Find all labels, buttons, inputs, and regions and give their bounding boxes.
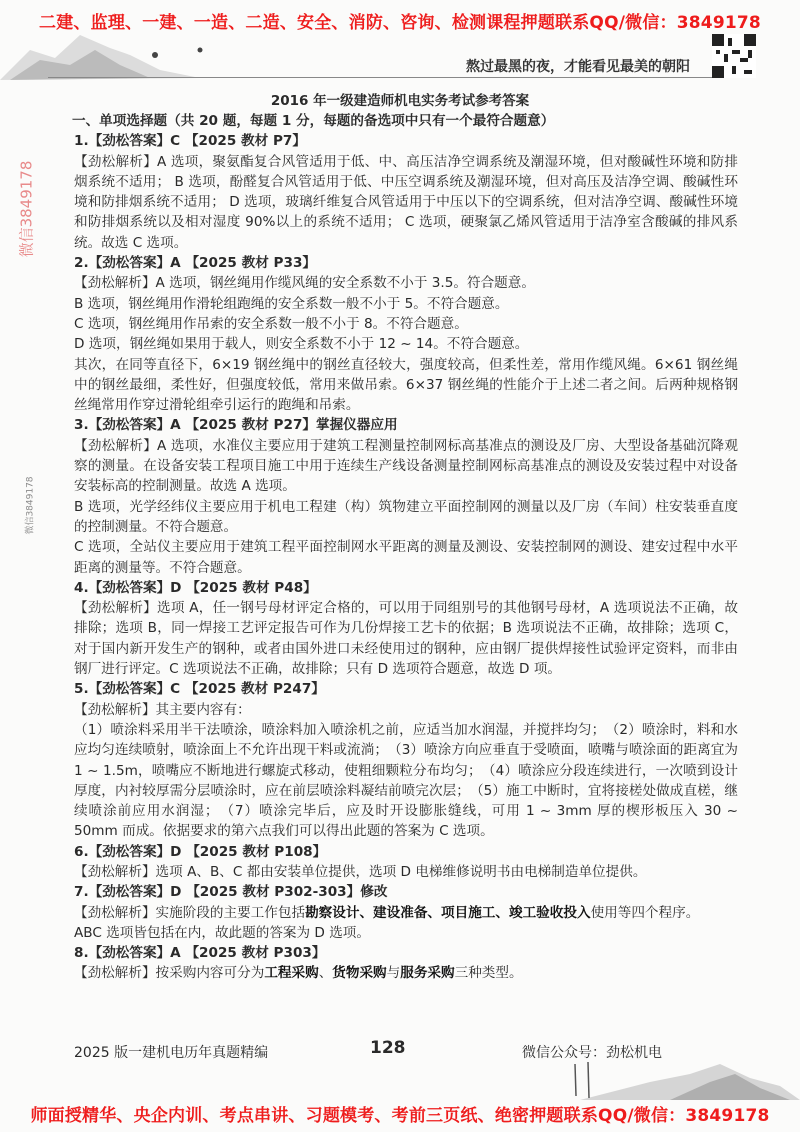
text: 【劲松解析】实施阶段的主要工作包括 xyxy=(74,904,306,921)
footer-wechat: 微信公众号：劲松机电 xyxy=(522,1045,662,1061)
question-header: 4.【劲松答案】D 【2025 教材 P48】 xyxy=(74,579,317,596)
analysis-paragraph: （1）喷涂料采用半干法喷涂，喷涂料加入喷涂机之前，应适当加水润湿，并搅拌均匀； （2）喷涂时，料和水应均匀连续喷射，喷涂面上不允许出现干料或流淌； （3）喷涂方向应垂直于受喷面，喷嘴与喷涂面的距离宜为 1 ~ 1.5m，喷嘴应不断地进行螺旋式移动，使粗细颗粒分布均匀； （4）喷涂应分段连续进行，一次喷到设计厚度，内衬较厚需分层喷涂时，应在前层喷涂料凝结前喷完次层； （5）施工中断时，宜将接槎处做成直槎，继续喷涂前应用水润湿； （7）喷涂完毕后，应及时开设膨胀缝线，可用 1 ~ 3mm 厚的楔形板压入 30 ~ 50mm 而成。依据要求的第六点我们可以得出此题的答案为 C 选项。 xyxy=(74,721,738,840)
question-header: 3.【劲松答案】A 【2025 教材 P27】掌握仪器应用 xyxy=(74,417,398,434)
analysis-paragraph: 【劲松解析】其主要内容有： xyxy=(74,701,251,718)
promo-banner-bottom: 师面授精华、央企内训、考点串讲、习题模考、考前三页纸、绝密押题联系QQ/微信：3849178 xyxy=(30,1106,770,1126)
analysis-paragraph: 【劲松解析】选项 A，任一钢号母材评定合格的，可以用于同组别号的其他钢号母材，A 选项说法不正确，故排除；选项 B，同一焊接工艺评定报告可作为几份焊接工艺卡的依据；B 选项说法不正确，故排除；选项 C，对于国内新开发生产的钢种，或者由国外进口未经使用过的钢种，应由钢厂提供焊接性试验评定资料，而非由钢厂进行评定。C 选项说法不正确，故排除；只有 D 选项符合题意，故选 D 项。 xyxy=(74,600,738,678)
analysis-paragraph xyxy=(74,963,738,983)
question-header: 8.【劲松答案】A 【2025 教材 P303】 xyxy=(74,945,326,962)
question-7 xyxy=(74,882,738,943)
crane-mountain-illustration xyxy=(520,1060,800,1100)
question-8 xyxy=(74,943,738,984)
analysis-paragraph: 【劲松解析】选项 A、B、C 都由安装单位提供，选项 D 电梯维修说明书由电梯制造单位提供。 xyxy=(74,863,647,880)
analysis-paragraph: B 选项，光学经纬仪主要应用于机电工程建（构）筑物建立平面控制网的测量以及厂房（车间）柱安装垂直度的控制测量。不符合题意。 xyxy=(74,498,738,535)
page-number: 128 xyxy=(370,1038,406,1058)
question-2 xyxy=(74,253,738,415)
section-heading: 一、单项选择题（共 20 题，每题 1 分，每题的备选项中只有一个最符合题意） xyxy=(72,113,555,129)
bold-text: 货物采购 xyxy=(332,965,387,982)
watermark: 微信3849178 xyxy=(17,160,36,258)
question-6 xyxy=(74,842,738,883)
analysis-paragraph xyxy=(74,903,738,923)
text: 三种类型。 xyxy=(454,965,523,982)
analysis-paragraph: 【劲松解析】A 选项，水准仪主要应用于建筑工程测量控制网标高基准点的测设及厂房、大型设备基础沉降观察的测量。在设备安装工程项目施工中用于连续生产线设备测量控制网标高基准点的测设及安装过程中对设备安装标高的控制测量。故选 A 选项。 xyxy=(74,437,738,495)
header-divider xyxy=(48,77,728,78)
text: 【劲松解析】按采购内容可分为 xyxy=(74,965,265,982)
question-5 xyxy=(74,679,738,841)
mountain-ink-illustration xyxy=(0,20,260,80)
bold-text: 勘察设计、建设准备、项目施工、竣工验收投入 xyxy=(305,904,591,921)
text: 与 xyxy=(386,965,401,982)
analysis-paragraph: C 选项，钢丝绳用作吊索的安全系数一般不小于 8。不符合题意。 xyxy=(74,315,468,332)
qr-code-icon xyxy=(712,34,756,78)
analysis-paragraph: B 选项，钢丝绳用作滑轮组跑绳的安全系数一般不小于 5。不符合题意。 xyxy=(74,295,509,312)
bold-text: 工程采购 xyxy=(264,965,319,982)
document-title: 2016 年一级建造师机电实务考试参考答案 xyxy=(270,93,530,109)
analysis-paragraph: C 选项，全站仪主要应用于建筑工程平面控制网水平距离的测量及测设、安装控制网的测设、建安过程中水平距离的测量等。不符合题意。 xyxy=(74,539,738,576)
question-1 xyxy=(74,131,738,253)
header-slogan: 熬过最黑的夜，才能看见最美的朝阳 xyxy=(466,59,690,75)
analysis-paragraph: D 选项，钢丝绳如果用于载人，则安全系数不小于 12 ~ 14。不符合题意。 xyxy=(74,336,529,353)
bold-text: 服务采购 xyxy=(400,965,455,982)
watermark-small: 微信3849178 xyxy=(25,476,36,535)
analysis-paragraph: 【劲松解析】A 选项，聚氨酯复合风管适用于低、中、高压洁净空调系统及潮湿环境，但对酸碱性环境和防排烟系统不适用； B 选项，酚醛复合风管适用于低、中压空调系统及潮湿环境，但对高压及洁净空调、酸碱性环境和防排烟系统不适用； D 选项，玻璃纤维复合风管适用于中压以下的空调系统，但对洁净空调、酸碱性环境和防排烟系统以及相对湿度 90%以上的系统不适用； C 选项，硬聚氯乙烯风管适用于洁净室含酸碱的排风系统。故选 C 选项。 xyxy=(74,153,738,251)
question-4 xyxy=(74,578,738,679)
question-header: 6.【劲松答案】D 【2025 教材 P108】 xyxy=(74,843,327,860)
analysis-paragraph: 【劲松解析】A 选项，钢丝绳用作缆风绳的安全系数不小于 3.5。符合题意。 xyxy=(74,275,535,292)
text: 、 xyxy=(318,965,333,982)
answer-content xyxy=(74,111,738,984)
question-3 xyxy=(74,415,738,577)
question-header: 5.【劲松答案】C 【2025 教材 P247】 xyxy=(74,681,325,698)
text: 使用等四个程序。 xyxy=(590,904,700,921)
analysis-paragraph: ABC 选项皆包括在内，故此题的答案为 D 选项。 xyxy=(74,924,370,941)
analysis-paragraph: 其次，在同等直径下，6×19 钢丝绳中的钢丝直径较大，强度较高，但柔性差，常用作缆风绳。6×61 钢丝绳中的钢丝最细，柔性好，但强度较低，常用来做吊索。6×37 钢丝绳的性能介于上述二者之间。后两种规格钢丝绳常用作穿过滑轮组牵引运行的跑绳和吊索。 xyxy=(74,356,738,414)
question-header: 7.【劲松答案】D 【2025 教材 P302-303】修改 xyxy=(74,884,388,901)
question-header: 2.【劲松答案】A 【2025 教材 P33】 xyxy=(74,255,316,272)
question-header: 1.【劲松答案】C 【2025 教材 P7】 xyxy=(74,133,306,150)
promo-banner-top: 二建、监理、一建、一造、二造、安全、消防、咨询、检测课程押题联系QQ/微信：3849178 xyxy=(39,13,761,33)
footer-book-title: 2025 版一建机电历年真题精编 xyxy=(74,1045,269,1061)
